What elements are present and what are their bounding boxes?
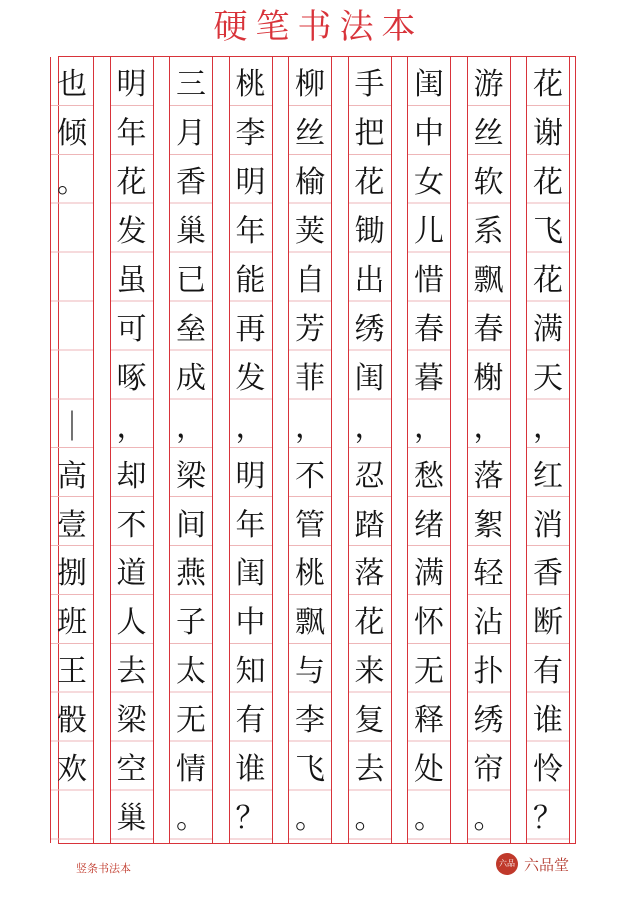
character-cell: 怜 [533,752,563,788]
character-cell: 春 [414,311,444,347]
character-cell: 桃 [235,67,266,103]
character-cell: ， [235,409,266,445]
character-cell: 手 [354,67,385,103]
character-cell: 知 [235,654,266,690]
character-cell: 软 [473,165,504,201]
character-cell: 捌 [57,556,87,592]
character-cell: ， [354,409,385,445]
character-cell: 菲 [295,360,325,396]
text-column [348,57,392,843]
character-cell: 李 [235,116,266,152]
character-cell: 能 [235,263,266,299]
character-cell: 发 [235,360,266,396]
character-cell: 花 [354,605,385,641]
character-cell: 王 [57,654,87,690]
character-cell: 处 [414,752,444,788]
character-cell: 锄 [354,214,385,250]
character-cell: 与 [295,654,325,690]
character-cell: 道 [116,556,147,592]
character-cell: 啄 [116,360,147,396]
character-cell: 中 [414,116,444,152]
character-cell: ？ [235,800,266,836]
character-cell: 班 [57,605,87,641]
character-cell: 闺 [354,360,385,396]
character-cell: 落 [473,458,504,494]
character-cell: 红 [533,458,563,494]
character-cell: 飘 [473,263,504,299]
character-cell: 李 [295,703,325,739]
character-cell: 春 [473,311,504,347]
character-cell: 间 [176,507,206,543]
character-cell: 女 [414,165,444,201]
character-cell: ， [414,409,444,445]
character-cell: 梁 [116,703,147,739]
character-cell: 柳 [295,67,325,103]
character-cell: 香 [176,165,206,201]
brand-logo [496,853,569,875]
character-cell: 帘 [473,752,504,788]
writing-sheet [58,56,576,844]
character-cell: 香 [533,556,563,592]
character-cell [51,791,93,840]
character-cell: 明 [235,458,266,494]
character-cell: 花 [533,165,563,201]
character-cell: 年 [235,507,266,543]
character-cell: 也 [57,67,87,103]
character-cell: 巢 [176,214,206,250]
character-cell: 不 [116,507,147,543]
character-cell: 垒 [176,311,206,347]
character-cell: 不 [295,458,325,494]
character-cell: 去 [116,654,147,690]
character-cell: 骰 [57,703,87,739]
character-cell: 再 [235,311,266,347]
character-cell: 太 [176,654,206,690]
character-cell: 出 [354,263,385,299]
character-cell: 扑 [473,654,504,690]
character-cell [51,350,93,399]
character-cell: 自 [295,263,325,299]
character-cell: 子 [176,605,206,641]
character-cell: 欢 [57,752,87,788]
character-cell: 巢 [116,800,147,836]
character-cell: 满 [414,556,444,592]
character-cell: ｜ [57,409,87,445]
character-cell: ， [533,409,563,445]
character-cell: 却 [116,458,147,494]
text-column [526,57,570,843]
character-cell: 。 [473,800,504,836]
character-cell: 壹 [57,507,87,543]
character-cell: 。 [354,800,385,836]
character-cell: 。 [295,800,325,836]
character-cell [51,253,93,302]
character-cell: 管 [295,507,325,543]
character-cell: 飞 [533,214,563,250]
character-cell: 中 [235,605,266,641]
text-column [407,57,451,843]
character-cell: 年 [116,116,147,152]
character-cell: 花 [533,263,563,299]
character-cell: 梁 [176,458,206,494]
character-cell: ， [295,409,325,445]
character-cell: 闺 [235,556,266,592]
character-cell: 落 [354,556,385,592]
character-cell: 三 [176,67,206,103]
character-cell: 绪 [414,507,444,543]
character-cell: 丝 [473,116,504,152]
footer-label: 竖条书法本 [76,862,131,875]
character-cell: 来 [354,654,385,690]
character-cell: 花 [116,165,147,201]
character-cell: 绣 [473,703,504,739]
character-cell: 飞 [295,752,325,788]
character-cell: 燕 [176,556,206,592]
character-cell: 无 [414,654,444,690]
character-cell: 人 [116,605,147,641]
character-cell: 。 [57,165,87,201]
character-cell: 闺 [414,67,444,103]
character-cell: 明 [116,67,147,103]
character-cell: 怀 [414,605,444,641]
character-cell: 花 [533,67,563,103]
character-cell: 成 [176,360,206,396]
character-cell: ， [116,409,147,445]
character-cell: 系 [473,214,504,250]
character-cell: 沾 [473,605,504,641]
character-cell: 发 [116,214,147,250]
character-cell: 天 [533,360,563,396]
character-cell: 断 [533,605,563,641]
character-cell: 无 [176,703,206,739]
character-cell: 游 [473,67,504,103]
character-cell: 年 [235,214,266,250]
text-column [229,57,273,843]
character-cell: 忍 [354,458,385,494]
text-column [50,57,94,843]
character-cell: ？ [533,800,563,836]
character-cell: 花 [354,165,385,201]
character-cell: 惜 [414,263,444,299]
character-cell: 倾 [57,116,87,152]
character-cell: 。 [176,800,206,836]
character-cell [51,204,93,253]
character-cell: 已 [176,263,206,299]
character-cell: 荚 [295,214,325,250]
character-cell: 飘 [295,605,325,641]
character-cell: 月 [176,116,206,152]
character-cell: 踏 [354,507,385,543]
character-cell: 有 [533,654,563,690]
character-cell: 谁 [533,703,563,739]
text-column [288,57,332,843]
character-cell: ， [473,409,504,445]
character-cell: ， [176,409,206,445]
character-cell: 谢 [533,116,563,152]
text-column [169,57,213,843]
text-column [110,57,154,843]
character-cell [51,302,93,351]
character-cell: 把 [354,116,385,152]
character-cell: 有 [235,703,266,739]
seal-icon: 六品 [496,853,518,875]
character-cell: 满 [533,311,563,347]
character-cell: 丝 [295,116,325,152]
character-cell: 愁 [414,458,444,494]
character-cell: 榭 [473,360,504,396]
page-title: 硬笔书法本 [213,7,424,47]
character-cell: 空 [116,752,147,788]
character-cell: 榆 [295,165,325,201]
character-cell: 绣 [354,311,385,347]
character-cell: 释 [414,703,444,739]
character-cell: 儿 [414,214,444,250]
character-cell: 轻 [473,556,504,592]
character-cell: 芳 [295,311,325,347]
character-cell: 。 [414,800,444,836]
character-cell: 桃 [295,556,325,592]
character-cell: 复 [354,703,385,739]
brand-name: 六品堂 [524,855,570,874]
character-cell: 明 [235,165,266,201]
character-cell: 虽 [116,263,147,299]
character-cell: 可 [116,311,147,347]
character-cell: 絮 [473,507,504,543]
character-cell: 去 [354,752,385,788]
character-cell: 高 [57,458,87,494]
character-cell: 暮 [414,360,444,396]
character-cell: 消 [533,507,563,543]
character-cell: 谁 [235,752,266,788]
text-column [467,57,511,843]
character-cell: 情 [176,752,206,788]
